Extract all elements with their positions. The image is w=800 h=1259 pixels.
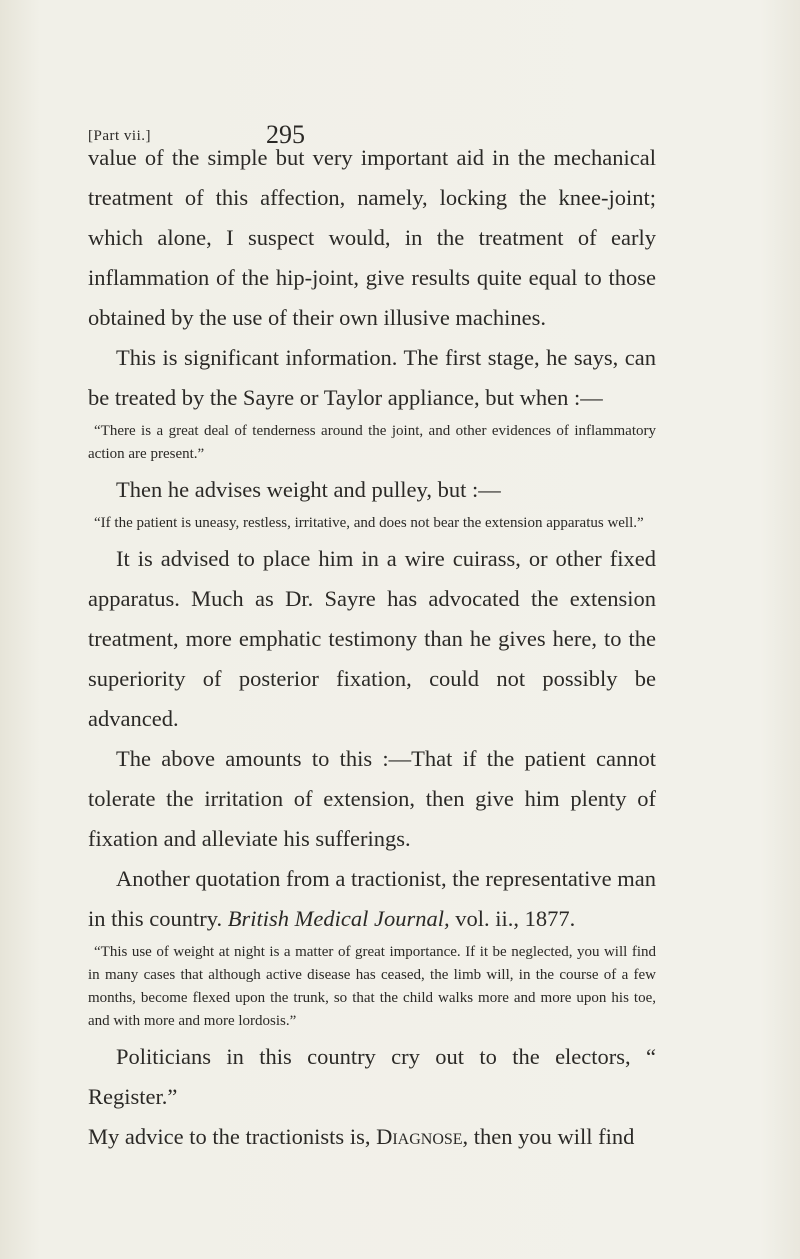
journal-title: British Medical Journal,: [227, 906, 450, 931]
block-quote: “If the patient is uneasy, restless, irritative, and does not bear the extension apparatus well.”: [94, 515, 644, 531]
block-quote: “This use of weight at night is a matter of great importance. If it be neglected, you will find in many cases that although active disease has ceased, the limb will, in the course of a few months, become flexed upon the trunk, so that the child walks more and more upon his toe, and with more and more lordosis.”: [88, 944, 656, 1029]
paragraph: The above amounts to this :—That if the patient cannot tolerate the irritation of extension, then give him plenty of fixation and alleviate his sufferings.: [88, 746, 656, 851]
paragraph: This is significant information. The first stage, he says, can be treated by the Sayre or Taylor appliance, but when :—: [88, 345, 656, 410]
paragraph: value of the simple but very important aid in the mechanical treatment of this affection, namely, locking the knee-joint; which alone, I suspect would, in the treatment of early inflammation of the hip-joint, give results quite equal to those obtained by the use of their own illusive machines.: [88, 145, 656, 330]
paragraph: Politicians in this country cry out to the electors, “ Register.”: [88, 1044, 656, 1109]
paragraph: It is advised to place him in a wire cuirass, or other fixed apparatus. Much as Dr. Sayre has advocated the extension treatment, more emphatic testimony than he gives here, to the superiority of posterior fixation, could not possibly be advanced.: [88, 546, 656, 731]
paragraph: [88, 859, 656, 939]
paragraph-text: My advice to the tractionists is,: [88, 1124, 371, 1149]
paragraph: Then he advises weight and pulley, but :—: [116, 477, 501, 502]
part-label: [Part vii.]: [88, 128, 151, 144]
paragraph: [88, 1117, 656, 1157]
page-body: [88, 138, 656, 1157]
small-caps-word: Diagnose,: [376, 1124, 469, 1149]
paragraph-text: then you will find: [473, 1124, 635, 1149]
paragraph-text: Another quotation from a tractionist, the representative man in this country.: [88, 866, 656, 931]
block-quote: “There is a great deal of tenderness around the joint, and other evidences of inflammatory action are present.”: [88, 423, 656, 462]
page-number: 295: [266, 120, 305, 149]
paragraph-text: vol. ii., 1877.: [455, 906, 576, 931]
